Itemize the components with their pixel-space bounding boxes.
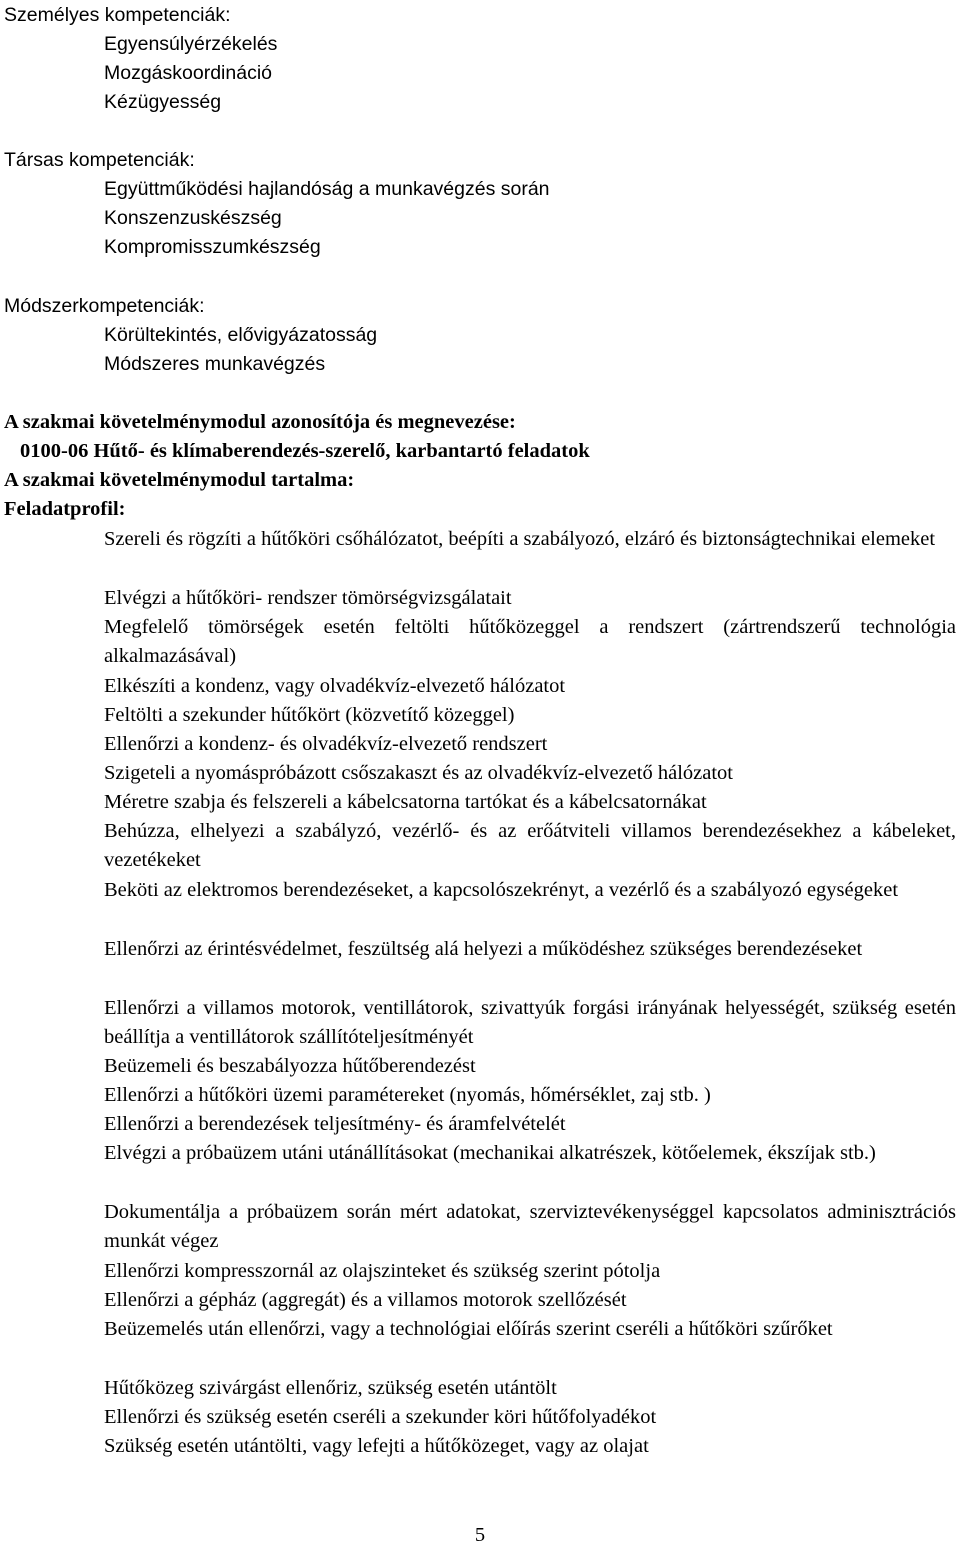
task-item: Méretre szabja és felszereli a kábelcsatorna tartókat és a kábelcsatornákat bbox=[104, 791, 707, 813]
task-profile-heading: Feladatprofil: bbox=[4, 498, 126, 520]
list-item: Kézügyesség bbox=[104, 91, 222, 113]
module-id-heading: A szakmai követelménymodul azonosítója és megnevezése: bbox=[4, 411, 516, 433]
task-item: Elkészíti a kondenz, vagy olvadékvíz-elvezető hálózatot bbox=[104, 675, 566, 697]
page-number: 5 bbox=[474, 1524, 486, 1546]
task-item: Ellenőrzi és szükség esetén cseréli a szekunder köri hűtőfolyadékot bbox=[104, 1406, 657, 1428]
task-item: Dokumentálja a próbaüzem során mért adatokat, szerviztevékenységgel kapcsolatos adminisztrációs munkát végez bbox=[104, 1201, 956, 1252]
task-item: Elvégzi a próbaüzem utáni utánállításokat (mechanikai alkatrészek, kötőelemek, ékszíjak stb.) bbox=[104, 1142, 876, 1164]
list-item: Együttműködési hajlandóság a munkavégzés során bbox=[104, 178, 550, 200]
list-item: Kompromisszumkészség bbox=[104, 236, 321, 258]
task-item: Beüzemeli és beszabályozza hűtőberendezést bbox=[104, 1055, 476, 1077]
task-item: Ellenőrzi a hűtőköri üzemi paramétereket (nyomás, hőmérséklet, zaj stb. ) bbox=[104, 1084, 711, 1106]
list-item: Mozgáskoordináció bbox=[104, 62, 273, 84]
module-id-value: 0100-06 Hűtő- és klímaberendezés-szerelő, karbantartó feladatok bbox=[20, 440, 590, 462]
list-item: Körültekintés, elővigyázatosság bbox=[104, 324, 378, 346]
method-competencies-heading: Módszerkompetenciák: bbox=[4, 295, 205, 317]
module-content-heading: A szakmai követelménymodul tartalma: bbox=[4, 469, 355, 491]
task-item: Szigeteli a nyomáspróbázott csőszakaszt és az olvadékvíz-elvezető hálózatot bbox=[104, 762, 733, 784]
task-item: Ellenőrzi az érintésvédelmet, feszültség alá helyezi a működéshez szükséges berendezéseket bbox=[104, 938, 863, 960]
list-item: Konszenzuskészség bbox=[104, 207, 282, 229]
list-item: Egyensúlyérzékelés bbox=[104, 33, 278, 55]
task-item: Beüzemelés után ellenőrzi, vagy a technológiai előírás szerint cseréli a hűtőköri szűrőket bbox=[104, 1318, 833, 1340]
task-item: Ellenőrzi a gépház (aggregát) és a villamos motorok szellőzését bbox=[104, 1289, 627, 1311]
task-item: Beköti az elektromos berendezéseket, a kapcsolószekrényt, a vezérlő és a szabályozó egységeket bbox=[104, 879, 899, 901]
task-item: Ellenőrzi a berendezések teljesítmény- és áramfelvételét bbox=[104, 1113, 566, 1135]
list-item: Módszeres munkavégzés bbox=[104, 353, 326, 375]
task-item: Szereli és rögzíti a hűtőköri csőhálózatot, beépíti a szabályozó, elzáró és biztonságtechnikai elemeket bbox=[104, 528, 936, 550]
task-item: Megfelelő tömörségek esetén feltölti hűtőközeggel a rendszert (zártrendszerű technológia alkalmazásával) bbox=[104, 616, 956, 667]
task-item: Szükség esetén utántölti, vagy lefejti a hűtőközeget, vagy az olajat bbox=[104, 1435, 649, 1457]
task-item: Hűtőközeg szivárgást ellenőriz, szükség esetén utántölt bbox=[104, 1377, 557, 1399]
task-item: Behúzza, elhelyezi a szabályzó, vezérlő- és az erőátviteli villamos berendezésekhez a kábeleket, vezetékeket bbox=[104, 820, 956, 871]
social-competencies-heading: Társas kompetenciák: bbox=[4, 149, 195, 171]
task-item: Feltölti a szekunder hűtőkört (közvetítő közeggel) bbox=[104, 704, 515, 726]
task-item: Ellenőrzi a villamos motorok, ventillátorok, szivattyúk forgási irányának helyességét, szükség esetén beállítja a ventillátorok szállítóteljesítményét bbox=[104, 997, 956, 1048]
task-item: Ellenőrzi a kondenz- és olvadékvíz-elvezető rendszert bbox=[104, 733, 548, 755]
personal-competencies-heading: Személyes kompetenciák: bbox=[4, 4, 231, 26]
task-item: Ellenőrzi kompresszornál az olajszinteket és szükség szerint pótolja bbox=[104, 1260, 661, 1282]
task-item: Elvégzi a hűtőköri- rendszer tömörségvizsgálatait bbox=[104, 587, 512, 609]
